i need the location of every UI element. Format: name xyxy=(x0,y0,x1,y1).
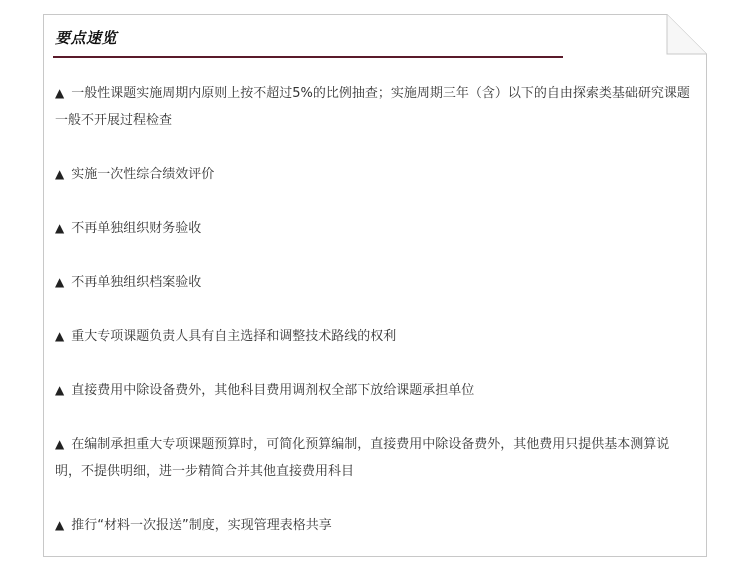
triangle-bullet-icon: ▲ xyxy=(55,167,65,181)
triangle-bullet-icon: ▲ xyxy=(55,86,65,100)
key-points-list xyxy=(55,80,695,566)
list-item xyxy=(55,431,695,485)
list-item xyxy=(55,215,695,242)
triangle-bullet-icon: ▲ xyxy=(55,329,65,343)
triangle-bullet-icon: ▲ xyxy=(55,518,65,532)
list-item-text: 在编制承担重大专项课题预算时，可简化预算编制，直接费用中除设备费外，其他费用只提供基本测算说明，不提供明细，进一步精简合并其他直接费用科目 xyxy=(55,437,670,479)
list-item-text: 推行“材料一次报送”制度，实现管理表格共享 xyxy=(71,518,332,533)
triangle-bullet-icon: ▲ xyxy=(55,275,65,289)
summary-card xyxy=(43,14,707,557)
list-item xyxy=(55,269,695,296)
list-item xyxy=(55,323,695,350)
list-item xyxy=(55,80,695,134)
list-item xyxy=(55,377,695,404)
triangle-bullet-icon: ▲ xyxy=(55,437,65,451)
list-item-text: 直接费用中除设备费外，其他科目费用调剂权全部下放给课题承担单位 xyxy=(71,383,475,398)
list-item-text: 一般性课题实施周期内原则上按不超过5%的比例抽查；实施周期三年（含）以下的自由探索类基础研究课题一般不开展过程检查 xyxy=(55,86,690,128)
list-item-text: 不再单独组织财务验收 xyxy=(71,221,202,236)
list-item xyxy=(55,512,695,539)
list-item-text: 不再单独组织档案验收 xyxy=(71,275,202,290)
triangle-bullet-icon: ▲ xyxy=(55,383,65,397)
list-item-text: 实施一次性综合绩效评价 xyxy=(71,167,215,182)
title-divider xyxy=(53,56,563,58)
list-item xyxy=(55,161,695,188)
list-item-text: 重大专项课题负责人具有自主选择和调整技术路线的权利 xyxy=(71,329,397,344)
triangle-bullet-icon: ▲ xyxy=(55,221,65,235)
page-title: 要点速览 xyxy=(55,29,118,47)
